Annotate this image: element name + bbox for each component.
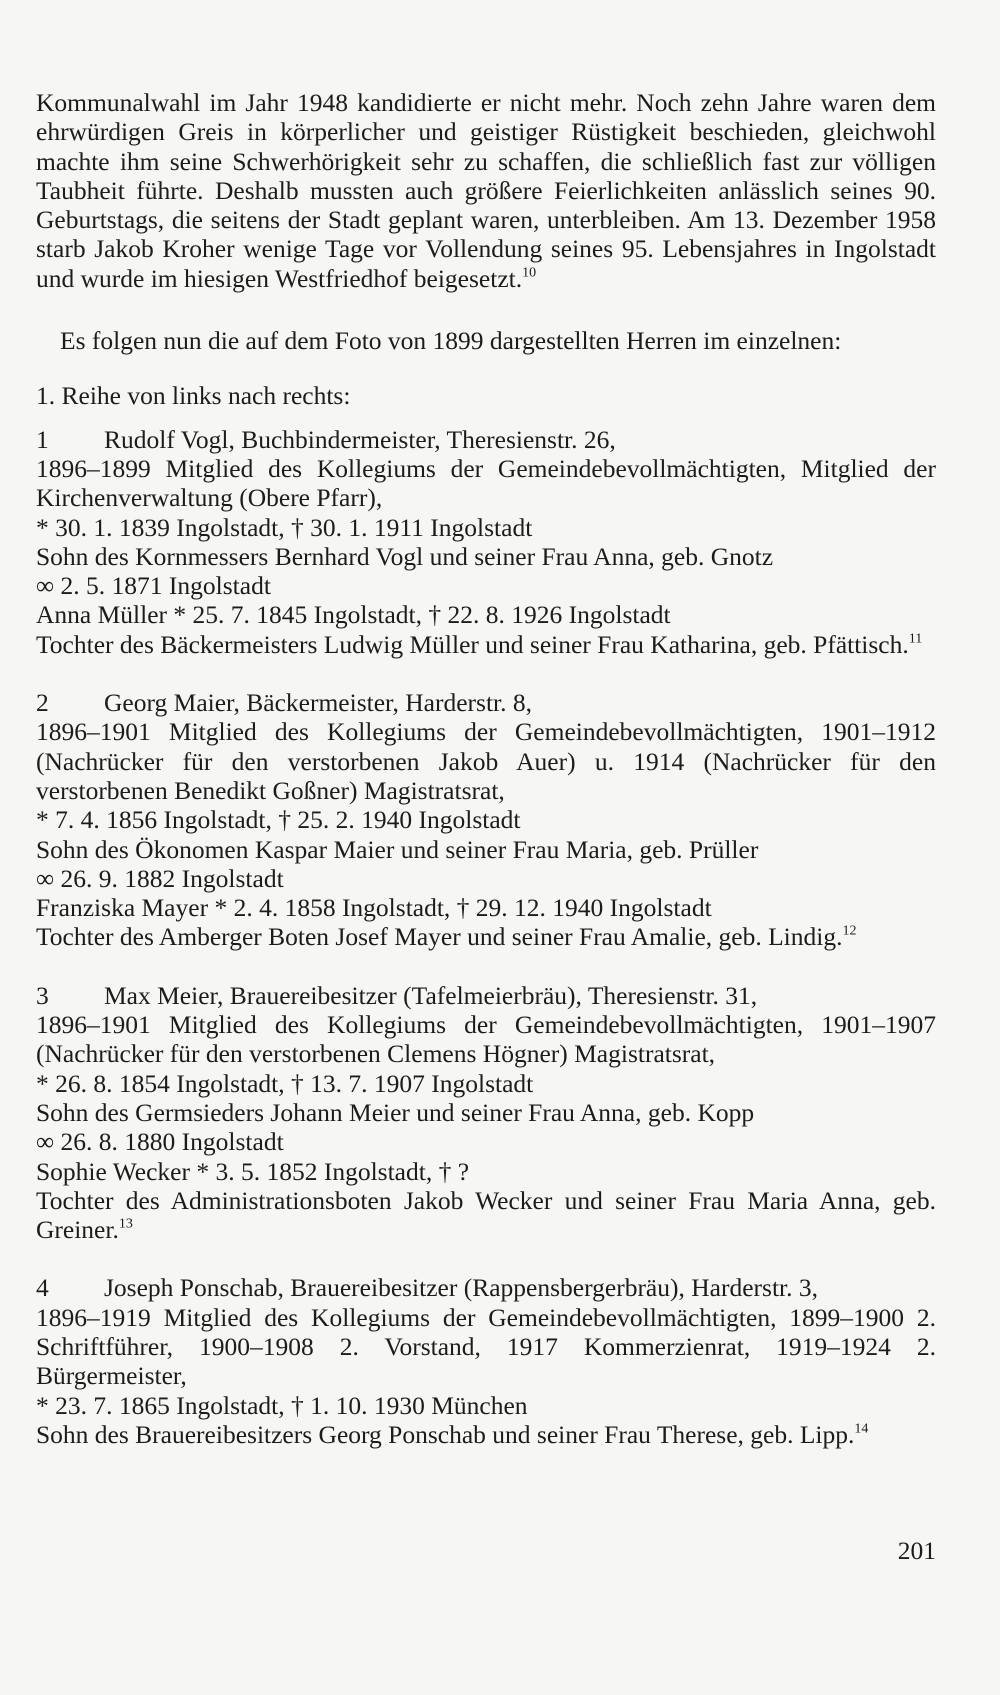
entry-offices: 1896–1901 Mitglied des Kollegiums der Gemeindebevollmächtigten, 1901–1912 (Nachrücker für den verstorbenen Jakob Auer) u. 1914 (Nachrücker für den verstorbenen Benedikt Goßner) Magistratsrat, <box>36 717 936 805</box>
entry-offices: 1896–1899 Mitglied des Kollegiums der Gemeindebevollmächtigten, Mitglied der Kirchenverwaltung (Obere Pfarr), <box>36 453 936 513</box>
entry-married: ∞ 2. 5. 1871 Ingolstadt <box>36 571 271 601</box>
entry-name: Georg Maier, Bäckermeister, Harderstr. 8, <box>104 688 532 718</box>
entry-spouse-parents-text: Tochter des Administrationsboten Jakob Wecker und seiner Frau Maria Anna, geb. Greiner. <box>36 1185 936 1245</box>
footnote-ref: 14 <box>854 1421 869 1437</box>
entry-married: ∞ 26. 8. 1880 Ingolstadt <box>36 1127 284 1157</box>
footnote-ref: 10 <box>522 265 537 281</box>
person-entry-2 <box>36 688 936 952</box>
entry-parents: Sohn des Ökonomen Kaspar Maier und seiner Frau Maria, geb. Prüller <box>36 834 759 864</box>
entry-spouse: Sophie Wecker * 3. 5. 1852 Ingolstadt, † ? <box>36 1156 470 1186</box>
page-number: 201 <box>897 1536 936 1565</box>
entry-offices: 1896–1901 Mitglied des Kollegiums der Gemeindebevollmächtigten, 1901–1907 (Nachrücker für den verstorbenen Clemens Högner) Magistratsrat, <box>36 1010 936 1069</box>
entry-parents-text: Sohn des Brauereibesitzers Georg Ponschab und seiner Frau Therese, geb. Lipp. <box>36 1419 855 1449</box>
footnote-ref: 12 <box>842 923 857 939</box>
entry-offices: 1896–1919 Mitglied des Kollegiums der Gemeindebevollmächtigten, 1899–1900 2. Schriftführer, 1900–1908 2. Vorstand, 1917 Kommerzienrat, 1919–1924 2. Bürgermeister, <box>36 1302 936 1391</box>
entry-spouse: Franziska Mayer * 2. 4. 1858 Ingolstadt, † 29. 12. 1940 Ingolstadt <box>36 893 712 923</box>
footnote-ref: 11 <box>908 631 923 647</box>
entry-name-line <box>36 688 936 717</box>
entry-number: 4 <box>36 1273 49 1303</box>
entry-spouse-parents <box>36 630 936 659</box>
entry-name-line <box>36 1273 936 1302</box>
intro-text: Kommunalwahl im Jahr 1948 kandidierte er nicht mehr. Noch zehn Jahre waren dem ehrwürdigen Greis in körperlicher und geistiger Rüstigkeit beschieden, gleichwohl machte ihm seine Schwerhörigkeit sehr zu schaffen, die schließlich fast zur völligen Taubheit führte. Deshalb mussten auch größere Feierlichkeiten anlässlich seines 90. Geburtstags, die seitens der Stadt geplant waren, unterbleiben. Am 13. Dezember 1958 starb Jakob Kroher wenige Tage vor Vollendung seines 95. Lebensjahres in Ingolstadt und wurde im hiesigen Westfriedhof beigesetzt. <box>36 88 936 293</box>
entry-parents: Sohn des Kornmessers Bernhard Vogl und seiner Frau Anna, geb. Gnotz <box>36 541 774 571</box>
entry-born: * 23. 7. 1865 Ingolstadt, † 1. 10. 1930 München <box>36 1390 528 1420</box>
footnote-ref: 13 <box>118 1216 133 1232</box>
entry-spouse-parents-text: Tochter des Bäckermeisters Ludwig Müller und seiner Frau Katharina, geb. Pfättisch. <box>36 629 909 659</box>
entry-number: 1 <box>36 424 49 454</box>
entry-parents <box>36 1420 936 1449</box>
intro-paragraph <box>36 88 936 293</box>
entry-name-line <box>36 981 936 1010</box>
entry-name: Max Meier, Brauereibesitzer (Tafelmeierbräu), Theresienstr. 31, <box>104 980 758 1010</box>
person-entry-3 <box>36 981 936 1245</box>
entry-spouse-parents <box>36 922 936 951</box>
entry-spouse: Anna Müller * 25. 7. 1845 Ingolstadt, † 22. 8. 1926 Ingolstadt <box>36 600 671 630</box>
entry-name: Rudolf Vogl, Buchbindermeister, Theresienstr. 26, <box>104 424 616 454</box>
entry-name-line <box>36 425 936 454</box>
entry-name: Joseph Ponschab, Brauereibesitzer (Rappensbergerbräu), Harderstr. 3, <box>104 1273 818 1303</box>
person-entry-4 <box>36 1273 936 1449</box>
person-entry-1 <box>36 425 936 659</box>
row-heading: 1. Reihe von links nach rechts: <box>36 381 351 411</box>
entry-born: * 7. 4. 1856 Ingolstadt, † 25. 2. 1940 Ingolstadt <box>36 805 521 835</box>
entry-born: * 30. 1. 1839 Ingolstadt, † 30. 1. 1911 Ingolstadt <box>36 512 533 542</box>
lead-paragraph: Es folgen nun die auf dem Foto von 1899 dargestellten Herren im einzelnen: <box>60 326 842 356</box>
entry-parents: Sohn des Germsieders Johann Meier und seiner Frau Anna, geb. Kopp <box>36 1097 755 1127</box>
entry-married: ∞ 26. 9. 1882 Ingolstadt <box>36 863 284 893</box>
entry-born: * 26. 8. 1854 Ingolstadt, † 13. 7. 1907 Ingolstadt <box>36 1068 534 1098</box>
entry-spouse-parents-text: Tochter des Amberger Boten Josef Mayer und seiner Frau Amalie, geb. Lindig. <box>36 922 843 952</box>
entry-spouse-parents <box>36 1186 936 1245</box>
entry-number: 3 <box>36 980 49 1010</box>
entry-number: 2 <box>36 688 49 718</box>
